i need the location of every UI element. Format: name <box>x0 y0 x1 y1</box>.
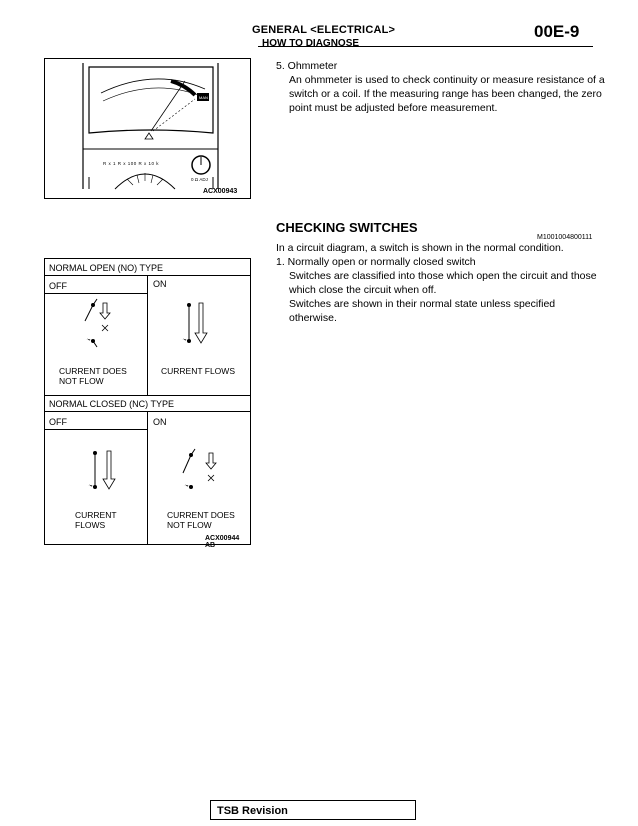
no-type-label: NORMAL OPEN (NO) TYPE <box>49 263 164 273</box>
meter-knob-label: 0 Ω ADJ <box>191 177 208 182</box>
ohmmeter-description: An ohmmeter is used to check continuity or measure resistance of a switch or a coil. If the measuring range has been changed, the zero point must be adjusted before measurement. <box>289 74 605 114</box>
figure-code: ACX00943 <box>203 188 238 195</box>
page-number: 00E-9 <box>534 22 580 41</box>
meter-scale-label: R x 1 R x 100 R x 10 k <box>103 161 160 166</box>
nc-type-label: NORMAL CLOSED (NC) TYPE <box>49 399 175 409</box>
nc-on-caption: CURRENT DOES NOT FLOW <box>167 510 235 530</box>
list-item-1: 1. Normally open or normally closed switch <box>276 256 476 268</box>
list-item-1-text-2: Switches are shown in their normal state unless specified otherwise. <box>289 298 556 324</box>
nc-off-caption: CURRENT FLOWS <box>75 510 117 530</box>
footer-revision-box <box>210 800 416 820</box>
section-ref-code: M1001004800111 <box>537 234 593 241</box>
no-off-caption: CURRENT DOES NOT FLOW <box>59 366 127 386</box>
nc-on-switch-diagram <box>175 447 235 497</box>
switch-types-figure <box>44 258 251 549</box>
section-title: HOW TO DIAGNOSE <box>262 38 360 49</box>
no-on-label: ON <box>153 279 167 289</box>
nc-off-label: OFF <box>49 417 67 427</box>
section-heading: CHECKING SWITCHES <box>276 220 418 235</box>
list-item-1-text-1: Switches are classified into those which open the circuit and those which close the circuit when off. <box>289 270 597 296</box>
footer-revision-label: TSB Revision <box>217 805 288 817</box>
intro-text: In a circuit diagram, a switch is shown in the normal condition. <box>276 242 564 254</box>
no-off-switch-diagram <box>69 299 129 349</box>
nc-on-label: ON <box>153 417 167 427</box>
ohmmeter-item: 5. Ohmmeter <box>276 60 338 72</box>
ohmmeter-drawing <box>45 59 252 200</box>
chapter-title: GENERAL <ELECTRICAL> <box>252 24 396 36</box>
no-off-label: OFF <box>49 281 67 291</box>
nc-off-switch-diagram <box>75 447 135 497</box>
ohmmeter-figure <box>44 58 251 199</box>
svg-text:MAN: MAN <box>199 95 208 100</box>
no-on-switch-diagram <box>175 299 235 349</box>
no-on-caption: CURRENT FLOWS <box>161 366 235 376</box>
figure-code: ACX00944 AB <box>205 535 240 549</box>
header-rule <box>258 46 593 47</box>
